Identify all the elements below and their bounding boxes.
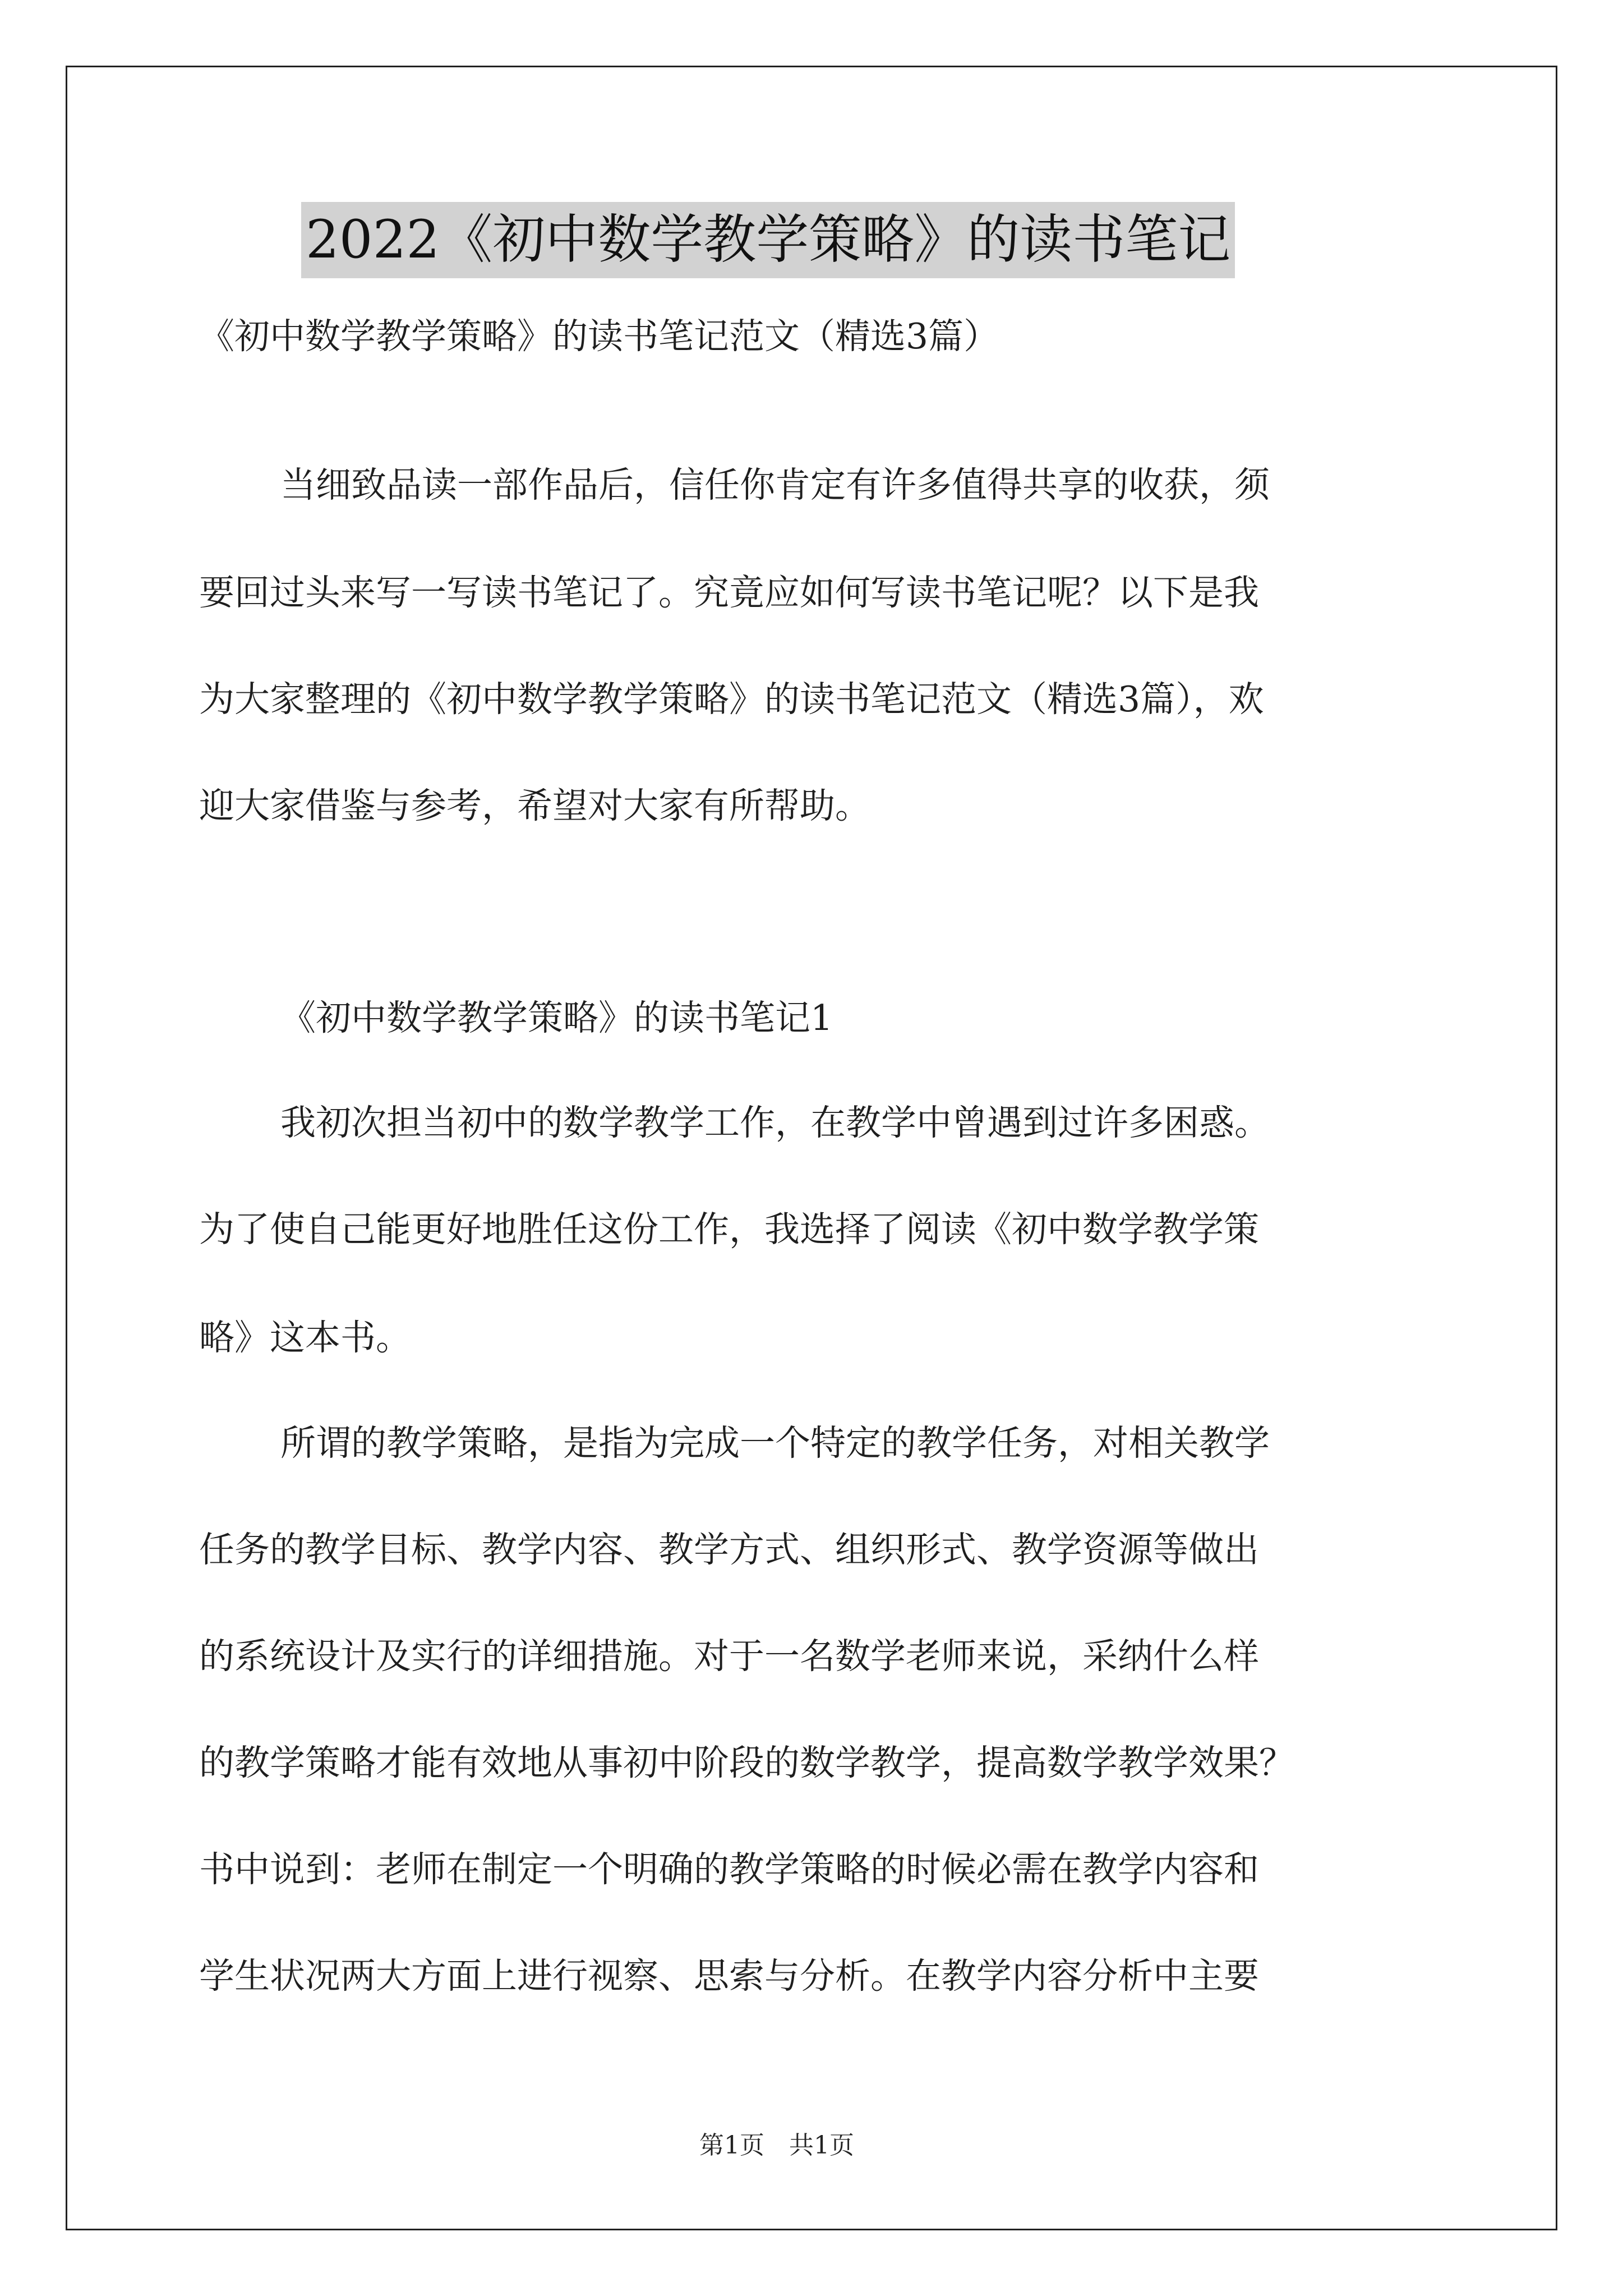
para2-line-5: 书中说到：老师在制定一个明确的教学策略的时候必需在教学内容和 <box>199 1849 1259 1890</box>
para2-line-1: 所谓的教学策略，是指为完成一个特定的教学任务，对相关教学 <box>280 1423 1270 1464</box>
document-title: 2022《初中数学教学策略》的读书笔记 <box>301 202 1235 278</box>
document-subtitle: 《初中数学教学策略》的读书笔记范文（精选3篇） <box>199 316 999 357</box>
intro-line-4: 迎大家借鉴与参考，希望对大家有所帮助。 <box>199 785 870 826</box>
para1-line-2: 为了使自己能更好地胜任这份工作，我选择了阅读《初中数学教学策 <box>199 1209 1259 1250</box>
para1-line-1: 我初次担当初中的数学教学工作，在教学中曾遇到过许多困惑。 <box>280 1102 1270 1143</box>
intro-line-3: 为大家整理的《初中数学教学策略》的读书笔记范文（精选3篇），欢 <box>199 679 1264 720</box>
page-footer: 第1页 共1页 <box>699 2131 854 2160</box>
para2-line-6: 学生状况两大方面上进行视察、思索与分析。在教学内容分析中主要 <box>199 1955 1259 1996</box>
page-frame <box>66 66 1557 2230</box>
para2-line-3: 的系统设计及实行的详细措施。对于一名数学老师来说，采纳什么样 <box>199 1636 1259 1677</box>
intro-line-1: 当细致品读一部作品后，信任你肯定有许多值得共享的收获，须 <box>280 464 1270 505</box>
para1-line-3: 略》这本书。 <box>199 1317 411 1358</box>
section-heading: 《初中数学教学策略》的读书笔记1 <box>280 997 833 1038</box>
para2-line-2: 任务的教学目标、教学内容、教学方式、组织形式、教学资源等做出 <box>199 1529 1259 1570</box>
intro-line-2: 要回过头来写一写读书笔记了。究竟应如何写读书笔记呢？以下是我 <box>199 572 1259 613</box>
para2-line-4: 的教学策略才能有效地从事初中阶段的数学教学，提高数学教学效果？ <box>199 1742 1294 1783</box>
